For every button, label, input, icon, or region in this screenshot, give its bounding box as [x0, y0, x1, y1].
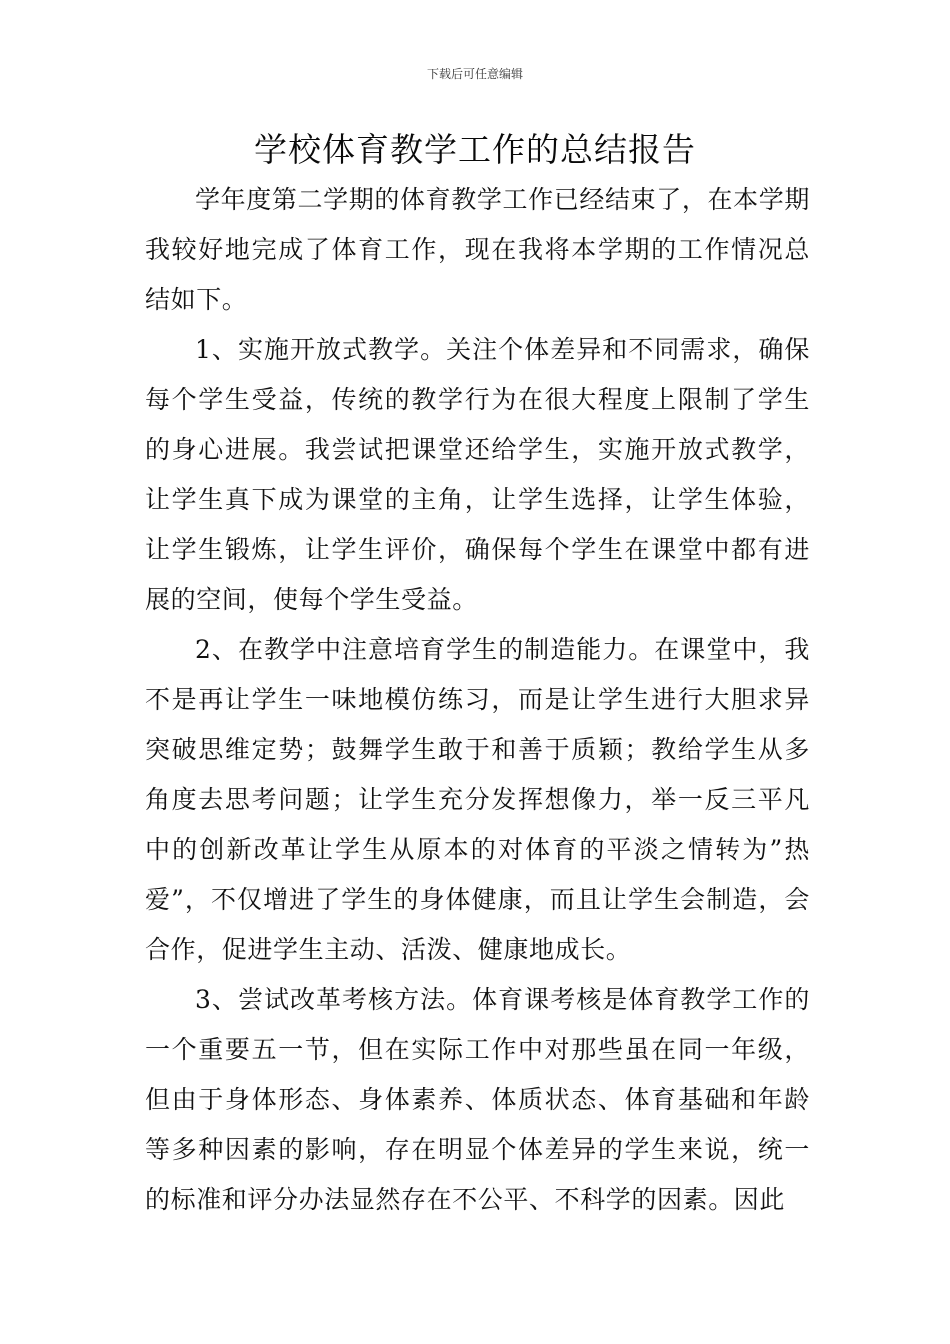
document-title: 学校体育教学工作的总结报告 — [254, 130, 696, 169]
paragraph-intro: 学年度第二学期的体育教学工作已经结束了，在本学期我较好地完成了体育工作，现在我将本学期的工作情况总结如下。 — [145, 185, 810, 314]
paragraph-point-2: 2、在教学中注意培育学生的制造能力。在课堂中，我不是再让学生一味地模仿练习，而是让学生进行大胆求异突破思维定势；鼓舞学生敢于和善于质颖；教给学生从多角度去思考问题；让学生充分发挥想像力，举一反三平凡中的创新改革让学生从原本的对体育的平淡之情转为”热爱”，不仅增进了学生的身体健康，而且让学生会制造，会合作，促进学生主动、活泼、健康地成长。 — [145, 635, 810, 964]
paragraph-point-3: 3、尝试改革考核方法。体育课考核是体育教学工作的一个重要五一节，但在实际工作中对那些虽在同一年级，但由于身体形态、身体素养、体质状态、体育基础和年龄等多种因素的影响，存在明显个体差异的学生来说，统一的标准和评分办法显然存在不公平、不科学的因素。因此 — [145, 985, 810, 1214]
header-note: 下载后可任意编辑 — [426, 67, 523, 81]
paragraph-point-1: 1、实施开放式教学。关注个体差异和不同需求，确保每个学生受益，传统的教学行为在很大程度上限制了学生的身心进展。我尝试把课堂还给学生，实施开放式教学，让学生真下成为课堂的主角，让学生选择，让学生体验，让学生锻炼，让学生评价，确保每个学生在课堂中都有进展的空间，使每个学生受益。 — [145, 335, 810, 614]
document-body — [145, 175, 810, 1225]
